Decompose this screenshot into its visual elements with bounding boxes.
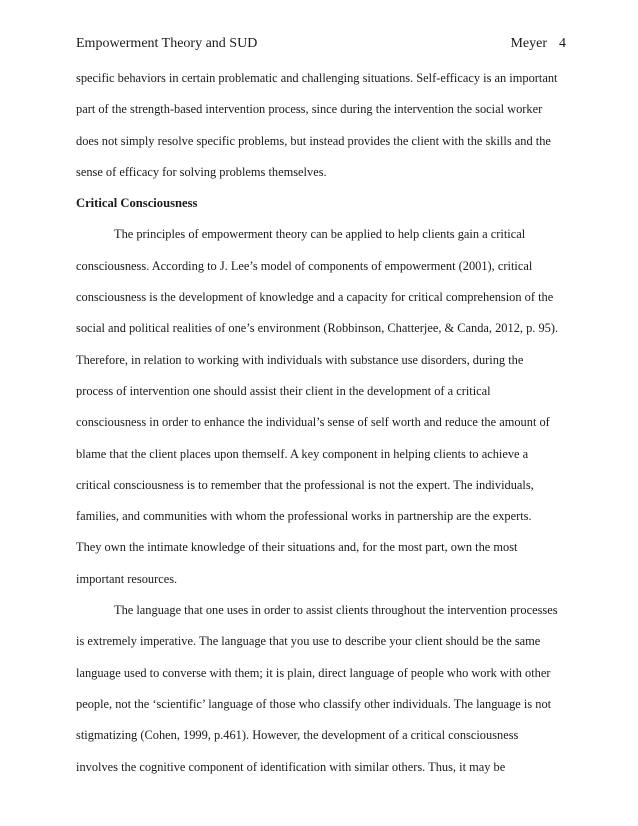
text-line: consciousness. According to J. Lee’s model of components of empowerment (2001), critical <box>76 258 533 273</box>
text-line: consciousness is the development of knowledge and a capacity for critical comprehension of the <box>76 290 554 305</box>
text-line: is extremely imperative. The language that you use to describe your client should be the same <box>76 634 541 649</box>
running-head: Empowerment Theory and SUD <box>76 36 258 51</box>
text-line: families, and communities with whom the professional works in partnership are the experts. <box>76 509 532 524</box>
text-line: They own the intimate knowledge of their situations and, for the most part, own the most <box>76 540 518 555</box>
text-line: people, not the ‘scientific’ language of those who classify other individuals. The language is not <box>76 696 552 711</box>
page-number: 4 <box>559 36 566 51</box>
text-line: The language that one uses in order to assist clients throughout the intervention processes <box>114 603 558 618</box>
text-line: language used to converse with them; it is plain, direct language of people who work with other <box>76 665 551 680</box>
text-line: blame that the client places upon themself. A key component in helping clients to achieve a <box>76 446 529 461</box>
text-line: part of the strength-based intervention process, since during the intervention the social worker <box>76 102 543 117</box>
text-line: social and political realities of one’s environment (Robbinson, Chatterjee, & Canda, 2012, p. 95). <box>76 321 559 336</box>
header-right <box>510 36 566 52</box>
body-text <box>76 70 576 790</box>
text-line: consciousness in order to enhance the individual’s sense of self worth and reduce the amount of <box>76 415 550 430</box>
text-line: process of intervention one should assist their client in the development of a critical <box>76 383 491 398</box>
text-line: The principles of empowerment theory can be applied to help clients gain a critical <box>114 227 526 242</box>
page-header <box>76 36 566 56</box>
section-heading: Critical Consciousness <box>76 196 198 211</box>
text-line: does not simply resolve specific problems, but instead provides the client with the skills and the <box>76 133 551 148</box>
text-line: critical consciousness is to remember that the professional is not the expert. The individuals, <box>76 477 534 492</box>
text-line: sense of efficacy for solving problems themselves. <box>76 164 327 179</box>
text-line: Therefore, in relation to working with individuals with substance use disorders, during the <box>76 352 524 367</box>
text-line: stigmatizing (Cohen, 1999, p.461). However, the development of a critical consciousness <box>76 728 519 743</box>
text-line: involves the cognitive component of identification with similar others. Thus, it may be <box>76 759 506 774</box>
text-line: important resources. <box>76 571 178 586</box>
author-name: Meyer <box>510 36 547 51</box>
text-line: specific behaviors in certain problematic and challenging situations. Self-efficacy is an important <box>76 71 558 85</box>
